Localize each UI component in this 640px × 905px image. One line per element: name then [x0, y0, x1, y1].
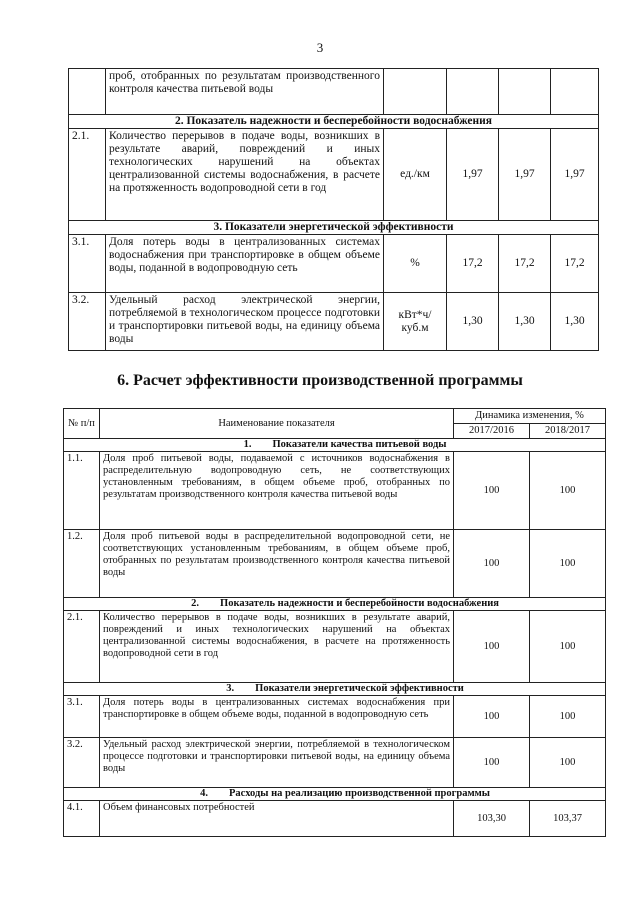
section-number: 4.: [200, 788, 208, 799]
table-row: [64, 530, 606, 598]
section-header: [64, 683, 606, 696]
row-value: 100: [530, 611, 606, 683]
table-row: [64, 801, 606, 837]
section-header: [64, 439, 606, 452]
table-row: [64, 452, 606, 530]
row-value: 17,2: [447, 235, 499, 293]
row-value: 1,30: [447, 293, 499, 351]
row-unit: %: [384, 235, 447, 293]
table-row: [69, 69, 599, 115]
header-dynamics: Динамика изменения, %: [454, 409, 606, 424]
table-header-row: [64, 409, 606, 424]
section-title: 2. Показатель надежности и бесперебойности водоснабжения: [69, 115, 599, 129]
row-value: 100: [454, 452, 530, 530]
header-name: Наименование показателя: [100, 409, 454, 439]
row-description: Объем финансовых потребностей: [100, 801, 454, 837]
section-title: Показатели качества питьевой воды: [272, 439, 447, 450]
row-value: 100: [530, 738, 606, 788]
table-row: [69, 235, 599, 293]
row-value: 17,2: [551, 235, 599, 293]
section-header: [64, 598, 606, 611]
row-description: Доля потерь воды в централизованных системах водоснабжения при транспортировке в общем объеме воды, поданной в водопроводную сеть: [106, 235, 384, 293]
row-value: 100: [454, 611, 530, 683]
section-number: 1.: [243, 439, 252, 450]
section-header: [69, 221, 599, 235]
section-6-title: 6. Расчет эффективности производственной программы: [117, 372, 523, 389]
row-number: 3.2.: [69, 293, 106, 351]
row-number: 3.2.: [64, 738, 100, 788]
section-title: 3. Показатели энергетической эффективности: [69, 221, 599, 235]
table-row: [69, 129, 599, 221]
row-description: проб, отобранных по результатам производственного контроля качества питьевой воды: [106, 69, 384, 115]
row-value: 100: [454, 696, 530, 738]
row-description: Удельный расход электрической энергии, потребляемой в технологическом процессе подготовки и транспортировки питьевой воды, на единицу объема воды: [106, 293, 384, 351]
section-title: Показатели энергетической эффективности: [255, 683, 464, 694]
row-value: 100: [530, 696, 606, 738]
row-description: Количество перерывов в подаче воды, возникших в результате аварий, повреждений и иных технологических нарушений на объектах централизованной системы водоснабжения, в расчете на протяженность водопроводной сети в год: [100, 611, 454, 683]
row-number: 2.1.: [69, 129, 106, 221]
section-title: Показатель надежности и бесперебойности водоснабжения: [220, 598, 499, 609]
row-value: 103,37: [530, 801, 606, 837]
row-value: 1,97: [447, 129, 499, 221]
table-row: [64, 611, 606, 683]
row-number: 1.2.: [64, 530, 100, 598]
row-number: [69, 69, 106, 115]
row-value: 100: [454, 738, 530, 788]
table-row: [64, 738, 606, 788]
row-number: 4.1.: [64, 801, 100, 837]
row-number: 3.1.: [69, 235, 106, 293]
section-number: 3.: [226, 683, 235, 694]
section-header: [69, 115, 599, 129]
row-number: 2.1.: [64, 611, 100, 683]
header-number: № п/п: [64, 409, 100, 439]
row-description: Доля проб питьевой воды, подаваемой с источников водоснабжения в распределительную водопроводную сеть, не соответствующих установленным требованиям, в общем объеме проб, отобранных по результатам производственного контроля качества питьевой воды: [100, 452, 454, 530]
indicators-table-continued: [68, 68, 599, 351]
row-unit: кВт*ч/куб.м: [384, 293, 447, 351]
row-value: 1,30: [499, 293, 551, 351]
row-value: 17,2: [499, 235, 551, 293]
row-value: 103,30: [454, 801, 530, 837]
row-number: 3.1.: [64, 696, 100, 738]
header-year: 2018/2017: [530, 424, 606, 439]
row-description: Количество перерывов в подаче воды, возникших в результате аварий, повреждений и иных технологических нарушений на объектах централизованной системы водоснабжения, в расчете на протяженность водопроводной сети в год: [106, 129, 384, 221]
row-description: Удельный расход электрической энергии, потребляемой в технологическом процессе подготовки и транспортировки питьевой воды, на единицу объема воды: [100, 738, 454, 788]
row-description: Доля потерь воды в централизованных системах водоснабжения при транспортировке в общем объеме воды, поданной в водопроводную сеть: [100, 696, 454, 738]
section-number: 2.: [191, 598, 199, 609]
row-value: 100: [454, 530, 530, 598]
row-value: 100: [530, 530, 606, 598]
section-header: [64, 788, 606, 801]
table-row: [64, 696, 606, 738]
section-title: Расходы на реализацию производственной программы: [229, 788, 490, 799]
row-value: 1,30: [551, 293, 599, 351]
row-value: 1,97: [551, 129, 599, 221]
row-description: Доля проб питьевой воды в распределительной водопроводной сети, не соответствующих установленным требованиям, в общем объеме проб, отобранных по результатам производственного контроля качества питьевой воды: [100, 530, 454, 598]
header-year: 2017/2016: [454, 424, 530, 439]
row-unit: ед./км: [384, 129, 447, 221]
row-number: 1.1.: [64, 452, 100, 530]
efficiency-table: [63, 408, 606, 837]
table-row: [69, 293, 599, 351]
row-value: 1,97: [499, 129, 551, 221]
row-value: 100: [530, 452, 606, 530]
page-number: 3: [316, 40, 324, 55]
